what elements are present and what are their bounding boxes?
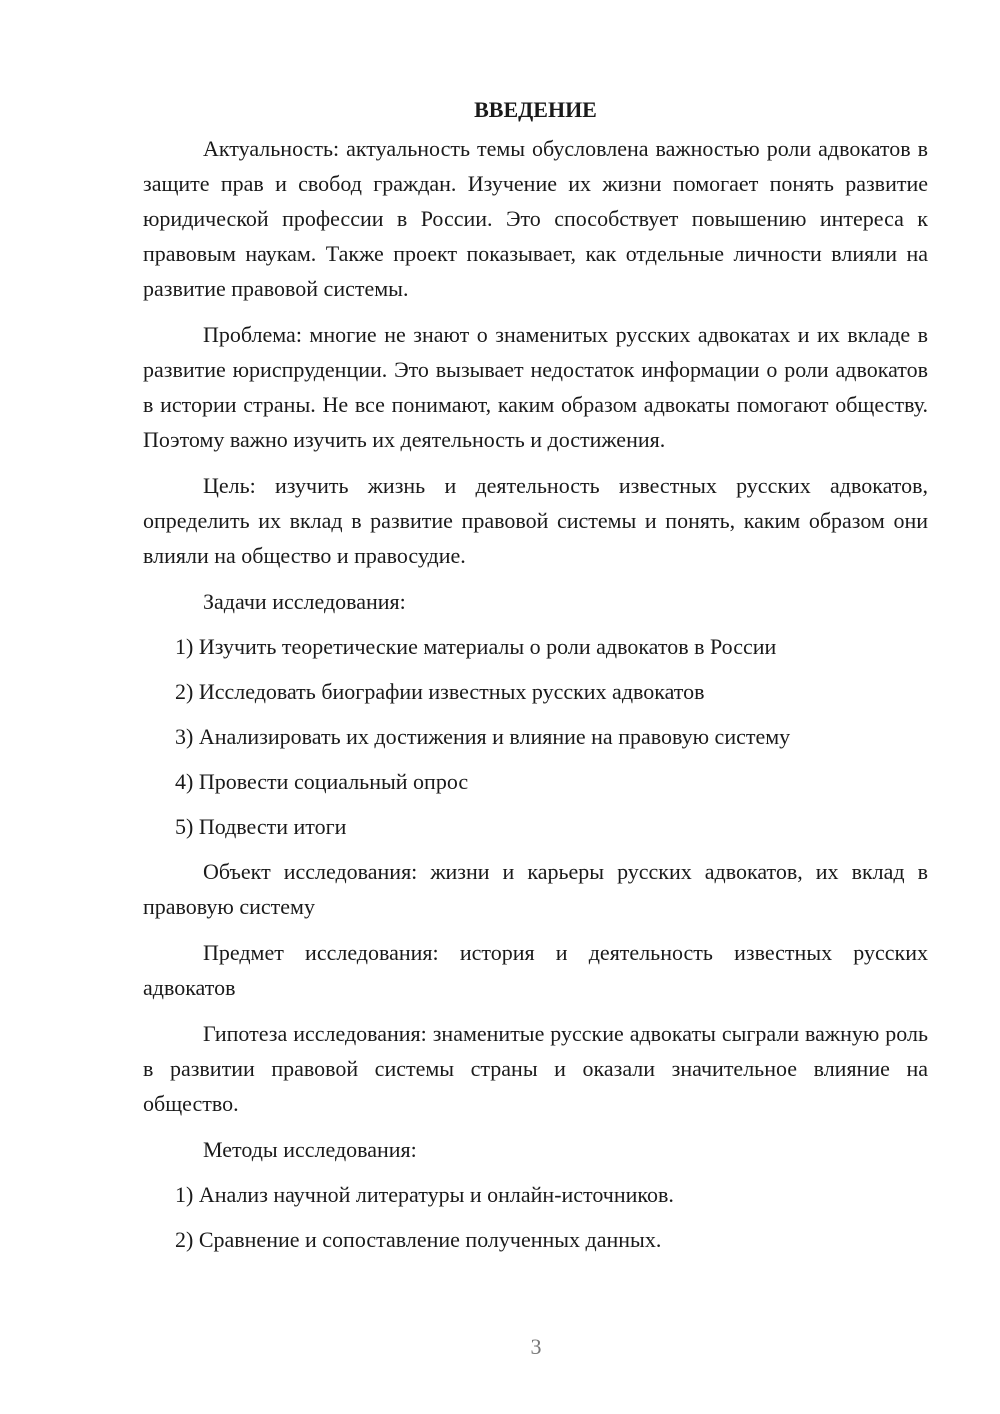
document-page <box>143 92 928 1267</box>
task-item: 4) Провести социальный опрос <box>175 769 469 794</box>
task-item: 3) Анализировать их достижения и влияние на правовую систему <box>175 724 791 749</box>
method-item: 2) Сравнение и сопоставление полученных данных. <box>175 1227 662 1252</box>
task-item: 1) Изучить теоретические материалы о роли адвокатов в России <box>175 634 777 659</box>
method-item: 1) Анализ научной литературы и онлайн-источников. <box>175 1182 674 1207</box>
methods-title: Методы исследования: <box>203 1137 417 1162</box>
relevance-paragraph: Актуальность: актуальность темы обусловлена важностью роли адвокатов в защите прав и свобод граждан. Изучение их жизни помогает понять развитие юридической профессии в России. Это способствует повышению интереса к правовым наукам. Также проект показывает, как отдельные личности влияли на развитие правовой системы. <box>143 136 928 301</box>
goal-paragraph: Цель: изучить жизнь и деятельность известных русских адвокатов, определить их вклад в развитие правовой системы и понять, каким образом они влияли на общество и правосудие. <box>143 473 928 568</box>
hypothesis-paragraph: Гипотеза исследования: знаменитые русские адвокаты сыграли важную роль в развитии правовой системы страны и оказали значительное влияние на общество. <box>143 1021 928 1116</box>
task-item: 2) Исследовать биографии известных русских адвокатов <box>175 679 705 704</box>
object-paragraph: Объект исследования: жизни и карьеры русских адвокатов, их вклад в правовую систему <box>143 859 928 919</box>
tasks-list <box>143 629 928 844</box>
task-item: 5) Подвести итоги <box>175 814 347 839</box>
tasks-title: Задачи исследования: <box>203 589 406 614</box>
page-number: 3 <box>530 1334 542 1359</box>
methods-list <box>143 1177 928 1257</box>
section-heading: ВВЕДЕНИЕ <box>474 97 597 122</box>
problem-paragraph: Проблема: многие не знают о знаменитых русских адвокатах и их вкладе в развитие юриспруденции. Это вызывает недостаток информации о роли адвокатов в истории страны. Не все понимают, каким образом адвокаты помогают обществу. Поэтому важно изучить их деятельность и достижения. <box>143 322 928 452</box>
subject-paragraph: Предмет исследования: история и деятельность известных русских адвокатов <box>143 940 928 1000</box>
